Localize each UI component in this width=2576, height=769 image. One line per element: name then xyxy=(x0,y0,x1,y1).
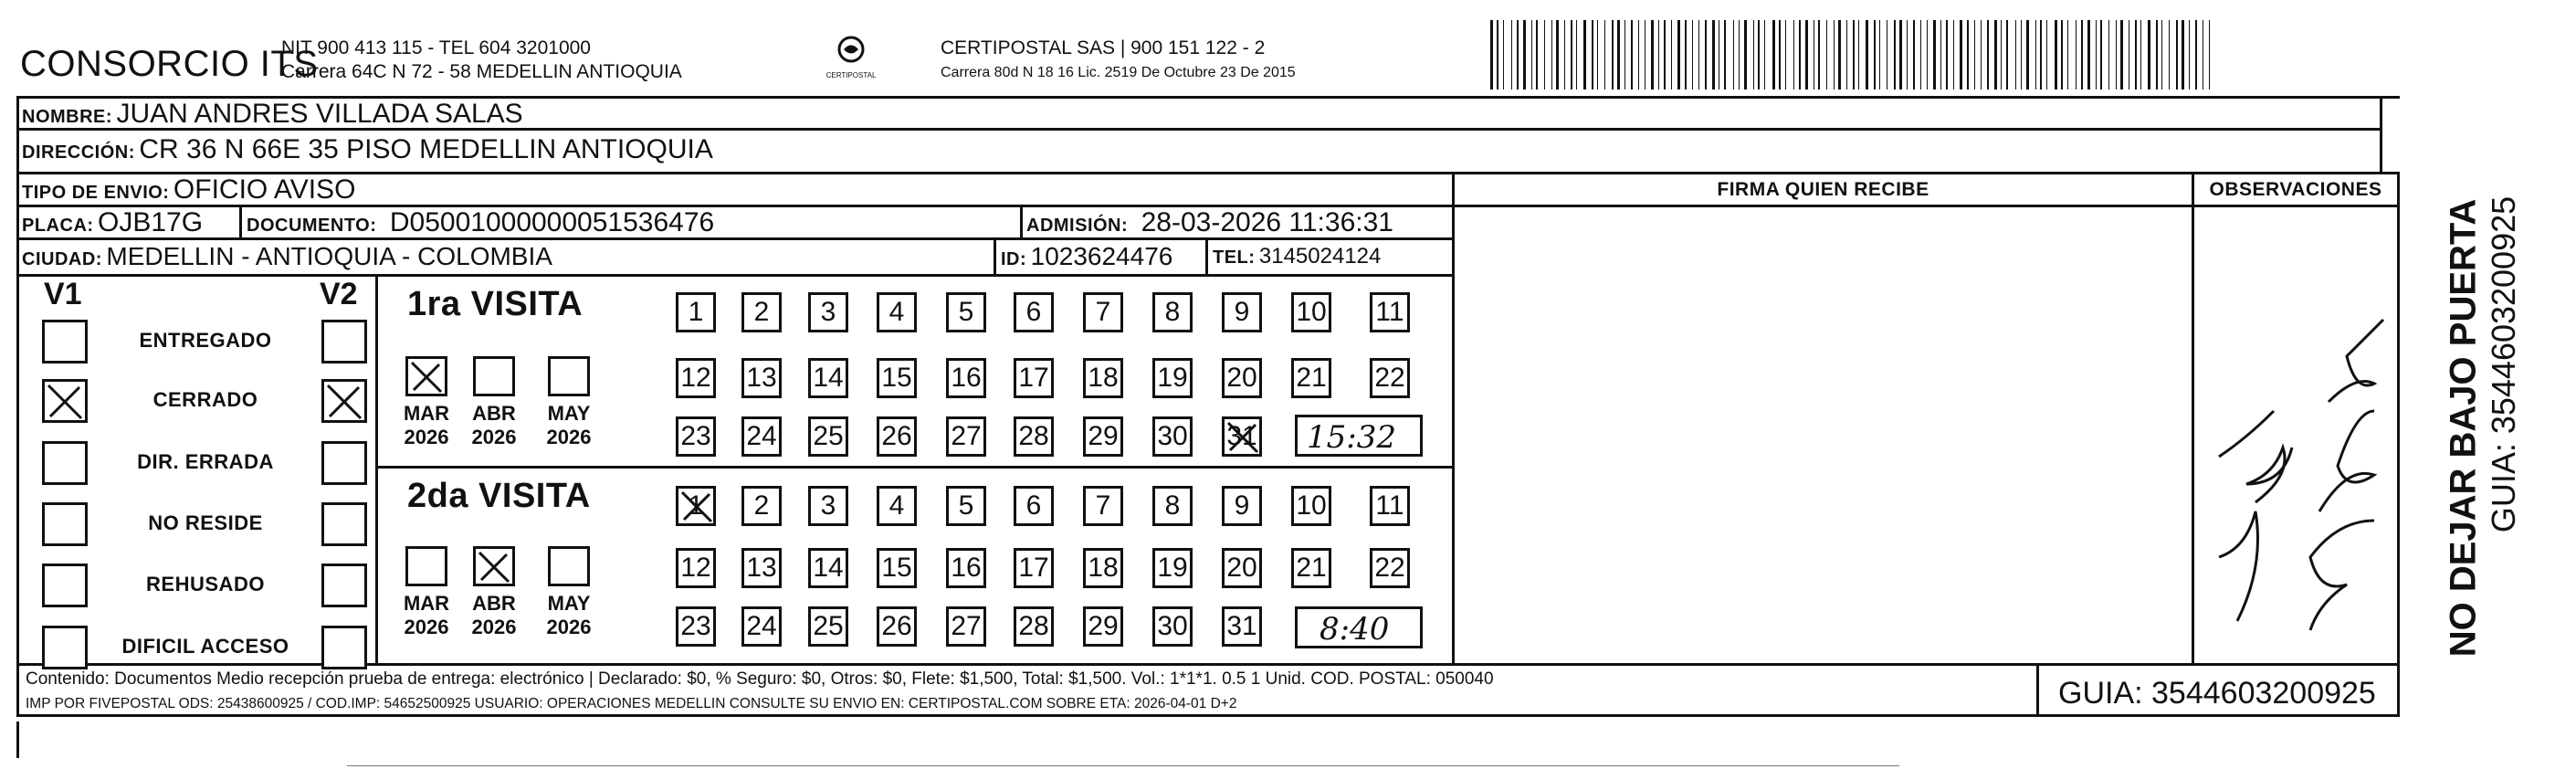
visit1-day-box[interactable] xyxy=(1083,416,1123,457)
visit2-day-box[interactable] xyxy=(676,606,716,647)
direccion-row xyxy=(22,134,713,165)
visit1-day-box[interactable] xyxy=(1083,292,1123,332)
visit1-day-box[interactable] xyxy=(946,358,986,398)
direccion-label: DIRECCIÓN: xyxy=(22,142,135,163)
visit1-day-number: 26 xyxy=(881,421,912,451)
visit1-day-number: 12 xyxy=(680,363,711,393)
placa-row xyxy=(22,207,203,238)
visit1-day-number: 8 xyxy=(1164,297,1181,327)
visit1-day-box[interactable] xyxy=(676,416,716,457)
visit2-day-box[interactable] xyxy=(1083,548,1123,588)
check-mark-icon xyxy=(678,489,715,525)
visit2-day-box[interactable] xyxy=(1291,548,1331,588)
visit2-day-box[interactable] xyxy=(1083,606,1123,647)
status-option-label: ENTREGADO xyxy=(139,329,272,352)
visit2-day-box[interactable] xyxy=(946,606,986,647)
visit2-day-box[interactable] xyxy=(1014,606,1054,647)
visit1-day-box[interactable] xyxy=(741,416,782,457)
nombre-row xyxy=(22,99,523,130)
check-mark-icon xyxy=(45,382,85,422)
visit2-day-box[interactable] xyxy=(877,486,917,526)
visit1-day-number: 3 xyxy=(820,297,836,327)
visit2-day-number: 25 xyxy=(813,611,844,641)
visit2-day-box[interactable] xyxy=(808,606,848,647)
documento-row xyxy=(247,207,714,238)
visit1-day-number: 27 xyxy=(951,421,982,451)
status-v2-checkbox[interactable] xyxy=(321,441,367,485)
visit1-day-number: 14 xyxy=(813,363,844,393)
firma-label: FIRMA QUIEN RECIBE xyxy=(1717,179,1929,200)
visit1-title: 1ra VISITA xyxy=(407,285,584,323)
company-name: CONSORCIO ITS xyxy=(20,44,319,84)
status-v2-checkbox[interactable] xyxy=(321,320,367,363)
visit2-day-number: 22 xyxy=(1374,553,1405,583)
visit2-day-box[interactable] xyxy=(946,486,986,526)
status-v1-checkbox[interactable] xyxy=(42,320,88,363)
visit1-day-box[interactable] xyxy=(1291,292,1331,332)
visit1-month-checkbox[interactable] xyxy=(405,356,447,396)
visit2-day-box[interactable] xyxy=(1291,486,1331,526)
visit2-month-label xyxy=(535,592,603,639)
footer-guia: GUIA: 3544603200925 xyxy=(2058,676,2376,711)
visit2-day-number: 9 xyxy=(1234,490,1250,521)
visit1-time-box xyxy=(1295,415,1423,457)
check-mark-icon xyxy=(324,382,364,422)
visit2-day-box[interactable] xyxy=(877,606,917,647)
admision-label: ADMISIÓN: xyxy=(1026,216,1129,236)
visit2-month-checkbox[interactable] xyxy=(405,546,447,586)
visit2-title: 2da VISITA xyxy=(407,477,591,515)
visit1-month-year: 2026 xyxy=(404,426,449,448)
status-option-label: DIR. ERRADA xyxy=(137,450,274,473)
visit2-month-name: ABR xyxy=(472,592,516,615)
visit1-day-number: 19 xyxy=(1157,363,1188,393)
ciudad-row xyxy=(22,242,552,271)
visit2-day-box[interactable] xyxy=(741,486,782,526)
visit1-day-number: 10 xyxy=(1296,297,1327,327)
visit2-day-box[interactable] xyxy=(1222,606,1262,647)
visit1-time: 15:32 xyxy=(1307,419,1396,456)
visit1-day-number: 24 xyxy=(746,421,777,451)
visit2-day-number: 23 xyxy=(680,611,711,641)
visit1-day-box[interactable] xyxy=(1222,292,1262,332)
documento-label: DOCUMENTO: xyxy=(247,216,377,236)
v2-label: V2 xyxy=(320,277,358,311)
visit2-day-box[interactable] xyxy=(1222,548,1262,588)
tipo-label: TIPO DE ENVIO: xyxy=(22,183,170,203)
status-v1-checkbox[interactable] xyxy=(42,564,88,607)
visit2-day-box[interactable] xyxy=(1014,548,1054,588)
status-option-label: REHUSADO xyxy=(146,573,265,595)
visit2-month-year: 2026 xyxy=(471,616,517,638)
tel-label: TEL: xyxy=(1213,248,1256,268)
visit2-day-box[interactable] xyxy=(808,548,848,588)
ciudad-label: CIUDAD: xyxy=(22,249,102,269)
visit1-day-number: 31 xyxy=(1226,421,1257,451)
visit2-day-number: 19 xyxy=(1157,553,1188,583)
certipostal-logo xyxy=(824,33,878,86)
visit1-day-number: 28 xyxy=(1018,421,1049,451)
visit1-month-checkbox[interactable] xyxy=(473,356,515,396)
visit1-day-number: 13 xyxy=(746,363,777,393)
visit2-day-box[interactable] xyxy=(1370,548,1410,588)
visit1-month-name: MAR xyxy=(403,402,450,425)
v1-label: V1 xyxy=(44,277,82,311)
visit2-month-year: 2026 xyxy=(404,616,449,638)
visit1-day-number: 1 xyxy=(688,297,704,327)
visit2-day-number: 24 xyxy=(746,611,777,641)
visit1-day-number: 11 xyxy=(1375,297,1404,327)
visit1-day-box[interactable] xyxy=(1152,292,1193,332)
visit2-month-label xyxy=(393,592,460,639)
visit1-day-box[interactable] xyxy=(808,416,848,457)
tipo-row xyxy=(22,174,355,205)
check-mark-icon xyxy=(1225,419,1261,456)
visit2-day-number: 6 xyxy=(1025,490,1042,521)
nombre-label: NOMBRE: xyxy=(22,107,113,127)
visit2-day-box[interactable] xyxy=(741,548,782,588)
visit1-month-name: ABR xyxy=(472,402,516,425)
visit2-day-box[interactable] xyxy=(1222,486,1262,526)
visit2-day-number: 27 xyxy=(951,611,982,641)
logo-caption: CERTIPOSTAL xyxy=(825,71,877,79)
visit1-day-number: 16 xyxy=(951,363,982,393)
visit1-month-checkbox[interactable] xyxy=(548,356,590,396)
visit2-day-number: 8 xyxy=(1164,490,1181,521)
footer-imp: IMP POR FIVEPOSTAL ODS: 25438600925 / COD.IMP: 54652500925 USUARIO: OPERACIONES MEDELLIN CONSULTE SU ENVIO EN: CERTIPOSTAL.COM SOBRE ETA: 2026-04-01 D+2 xyxy=(26,696,1237,711)
status-option-label: NO RESIDE xyxy=(148,511,263,534)
visit2-day-box[interactable] xyxy=(676,486,716,526)
visit2-day-number: 16 xyxy=(951,553,982,583)
visit2-day-number: 10 xyxy=(1296,490,1327,521)
visit2-month-checkbox[interactable] xyxy=(473,546,515,586)
direccion-value: CR 36 N 66E 35 PISO MEDELLIN ANTIOQUIA xyxy=(139,134,713,164)
status-v1-checkbox[interactable] xyxy=(42,441,88,485)
visit2-day-box[interactable] xyxy=(1152,606,1193,647)
visit2-day-number: 12 xyxy=(680,553,711,583)
visit1-day-number: 17 xyxy=(1018,363,1049,393)
check-mark-icon xyxy=(476,549,512,585)
status-option-label: CERRADO xyxy=(152,388,258,411)
status-v2-checkbox[interactable] xyxy=(321,502,367,546)
visit2-month-label xyxy=(460,592,528,639)
visit2-day-number: 20 xyxy=(1226,553,1257,583)
visit1-day-box[interactable] xyxy=(1083,358,1123,398)
placa-value: OJB17G xyxy=(98,207,204,237)
visit1-day-number: 21 xyxy=(1296,363,1327,393)
observaciones-label: OBSERVACIONES xyxy=(2209,179,2382,200)
visit2-day-box[interactable] xyxy=(1152,548,1193,588)
visit1-day-number: 22 xyxy=(1374,363,1405,393)
side-warning: NO DEJAR BAJO PUERTA xyxy=(2443,198,2484,658)
company-nit: NIT 900 413 115 - TEL 604 3201000 xyxy=(281,37,591,58)
visit2-day-number: 30 xyxy=(1157,611,1188,641)
visit2-day-number: 21 xyxy=(1296,553,1327,583)
ciudad-value: MEDELLIN - ANTIOQUIA - COLOMBIA xyxy=(106,242,552,270)
documento-value: D05001000000051536476 xyxy=(389,207,715,237)
visit1-day-box[interactable] xyxy=(1291,358,1331,398)
visit2-month-name: MAY xyxy=(547,592,591,615)
visit2-day-number: 15 xyxy=(881,553,912,583)
visit1-day-number: 30 xyxy=(1157,421,1188,451)
visit1-day-number: 25 xyxy=(813,421,844,451)
placa-label: PLACA: xyxy=(22,216,94,236)
visit2-day-number: 26 xyxy=(881,611,912,641)
visit1-day-number: 18 xyxy=(1088,363,1119,393)
status-v2-checkbox[interactable] xyxy=(321,564,367,607)
visit2-month-checkbox[interactable] xyxy=(548,546,590,586)
visit2-day-number: 3 xyxy=(820,490,836,521)
visit2-day-box[interactable] xyxy=(1370,486,1410,526)
visit1-day-box[interactable] xyxy=(946,292,986,332)
visit1-day-number: 23 xyxy=(680,421,711,451)
visit1-month-label xyxy=(460,402,528,449)
visit1-day-box[interactable] xyxy=(1014,416,1054,457)
barcode xyxy=(1490,20,2221,91)
visit1-day-number: 7 xyxy=(1095,297,1111,327)
check-mark-icon xyxy=(408,359,445,395)
admision-row xyxy=(1026,207,1393,238)
status-v1-checkbox[interactable] xyxy=(42,379,88,423)
visit2-day-number: 5 xyxy=(958,490,974,521)
visit2-day-number: 18 xyxy=(1088,553,1119,583)
status-v1-checkbox[interactable] xyxy=(42,502,88,546)
visit2-day-number: 28 xyxy=(1018,611,1049,641)
id-value: 1023624476 xyxy=(1030,242,1173,270)
id-label: ID: xyxy=(1001,249,1027,269)
visit1-day-number: 2 xyxy=(753,297,770,327)
visit2-day-box[interactable] xyxy=(946,548,986,588)
visit2-time: 8:40 xyxy=(1320,611,1390,648)
visit1-day-number: 29 xyxy=(1088,421,1119,451)
handwritten-signature xyxy=(2201,274,2392,648)
visit1-day-box[interactable] xyxy=(1222,358,1262,398)
footer-content: Contenido: Documentos Medio recepción prueba de entrega: electrónico | Declarado: $0, % Seguro: $0, Otros: $0, Flete: $1,500, Total: $1,500. Vol.: 1*1*1. 0.5 1 Unid. COD. POSTAL: 050040 xyxy=(26,669,1494,689)
visit1-day-number: 6 xyxy=(1025,297,1042,327)
visit1-day-box[interactable] xyxy=(1014,358,1054,398)
visit1-day-box[interactable] xyxy=(877,292,917,332)
visit1-day-number: 4 xyxy=(888,297,905,327)
visit1-day-box[interactable] xyxy=(741,358,782,398)
visit2-month-year: 2026 xyxy=(546,616,592,638)
visit1-day-box[interactable] xyxy=(946,416,986,457)
visit2-day-box[interactable] xyxy=(741,606,782,647)
visit2-day-number: 13 xyxy=(746,553,777,583)
visit1-day-box[interactable] xyxy=(1014,292,1054,332)
visit1-month-label xyxy=(393,402,460,449)
visit1-day-box[interactable] xyxy=(808,358,848,398)
status-v2-checkbox[interactable] xyxy=(321,379,367,423)
visit1-day-box[interactable] xyxy=(877,358,917,398)
certipostal-license: Carrera 80d N 18 16 Lic. 2519 De Octubre 23 De 2015 xyxy=(941,65,1296,80)
visit1-day-number: 15 xyxy=(881,363,912,393)
visit1-day-box[interactable] xyxy=(676,358,716,398)
visit2-month-name: MAR xyxy=(403,592,450,615)
visit2-day-box[interactable] xyxy=(877,548,917,588)
visit1-day-number: 5 xyxy=(958,297,974,327)
visit1-day-box[interactable] xyxy=(877,416,917,457)
visit2-time-box xyxy=(1295,606,1423,648)
visit2-day-number: 1 xyxy=(688,490,704,521)
tipo-value: OFICIO AVISO xyxy=(173,174,356,205)
visit1-month-name: MAY xyxy=(547,402,591,425)
visit1-month-label xyxy=(535,402,603,449)
visit1-day-box[interactable] xyxy=(676,292,716,332)
status-v1-checkbox[interactable] xyxy=(42,626,88,669)
visit1-day-box[interactable] xyxy=(741,292,782,332)
visit2-day-box[interactable] xyxy=(1083,486,1123,526)
admision-value: 28-03-2026 11:36:31 xyxy=(1141,207,1393,237)
id-row xyxy=(1001,242,1172,271)
status-v2-checkbox[interactable] xyxy=(321,626,367,669)
visit2-day-number: 11 xyxy=(1375,490,1404,521)
visit1-day-number: 20 xyxy=(1226,363,1257,393)
visit1-month-year: 2026 xyxy=(546,426,592,448)
tel-value: 3145024124 xyxy=(1258,244,1382,269)
visit2-day-number: 31 xyxy=(1226,611,1257,641)
visit2-day-number: 14 xyxy=(813,553,844,583)
visit2-day-box[interactable] xyxy=(808,486,848,526)
visit1-day-number: 9 xyxy=(1234,297,1250,327)
visit1-day-box[interactable] xyxy=(1152,416,1193,457)
tel-row xyxy=(1213,244,1381,269)
certipostal-info: CERTIPOSTAL SAS | 900 151 122 - 2 xyxy=(941,37,1266,58)
visit2-day-number: 29 xyxy=(1088,611,1119,641)
company-address: Carrera 64C N 72 - 58 MEDELLIN ANTIOQUIA xyxy=(281,61,682,82)
visit2-day-box[interactable] xyxy=(1152,486,1193,526)
visit1-day-box[interactable] xyxy=(1222,416,1262,457)
visit2-day-number: 4 xyxy=(888,490,905,521)
visit1-day-box[interactable] xyxy=(1152,358,1193,398)
visit2-day-number: 7 xyxy=(1095,490,1111,521)
visit2-day-number: 17 xyxy=(1018,553,1049,583)
side-guia: GUIA: 3544603200925 xyxy=(2485,195,2522,533)
visit2-day-box[interactable] xyxy=(1014,486,1054,526)
visit1-month-year: 2026 xyxy=(471,426,517,448)
nombre-value: JUAN ANDRES VILLADA SALAS xyxy=(116,99,523,129)
visit2-day-box[interactable] xyxy=(676,548,716,588)
visit1-day-box[interactable] xyxy=(808,292,848,332)
visit1-day-box[interactable] xyxy=(1370,358,1410,398)
visit1-day-box[interactable] xyxy=(1370,292,1410,332)
visit2-day-number: 2 xyxy=(753,490,770,521)
status-option-label: DIFICIL ACCESO xyxy=(121,635,289,658)
